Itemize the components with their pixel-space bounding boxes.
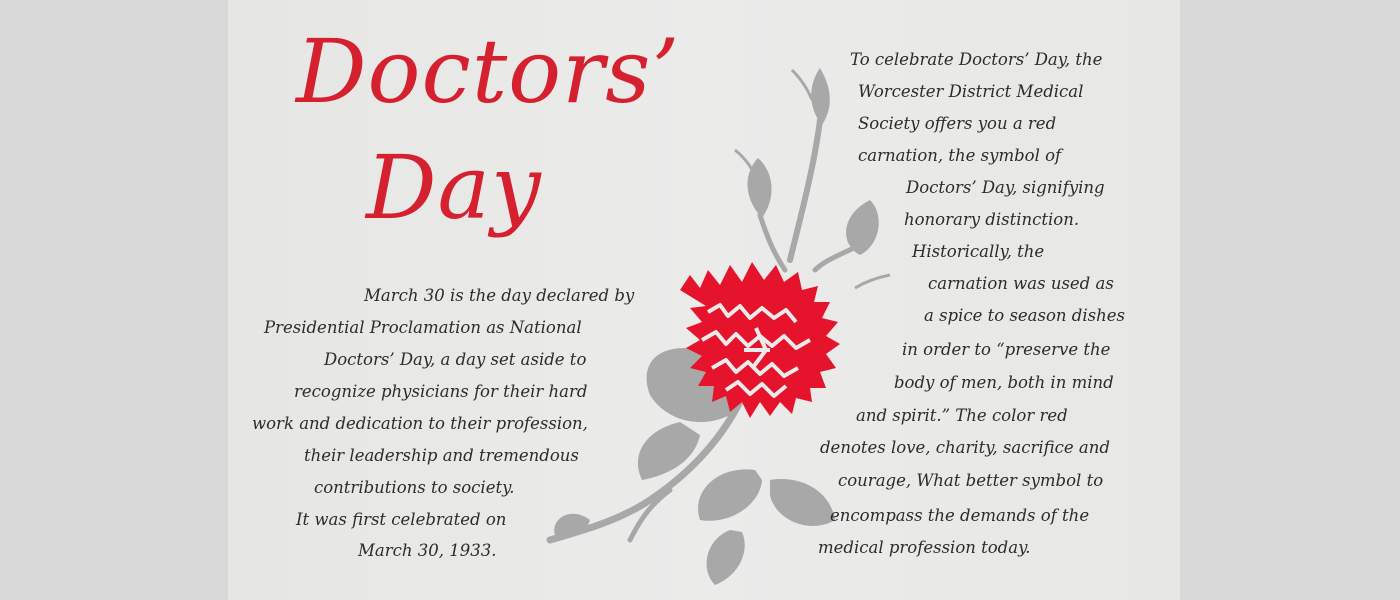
left-text-line: March 30 is the day declared by bbox=[364, 286, 635, 305]
left-text-line: March 30, 1933. bbox=[358, 541, 497, 560]
right-text-line: Society offers you a red bbox=[858, 114, 1057, 133]
left-text-line: contributions to society. bbox=[314, 478, 515, 497]
left-text-line: recognize physicians for their hard bbox=[294, 382, 588, 401]
left-text-line: Presidential Proclamation as National bbox=[264, 318, 582, 337]
right-text-line: To celebrate Doctors’ Day, the bbox=[850, 50, 1103, 69]
page-title-line-2: Day bbox=[366, 136, 542, 239]
left-text-line: their leadership and tremendous bbox=[304, 446, 579, 465]
right-text-line: body of men, both in mind bbox=[894, 373, 1114, 392]
right-text-line: medical profession today. bbox=[818, 538, 1031, 557]
right-text-line: Doctors’ Day, signifying bbox=[906, 178, 1105, 197]
right-text-line: in order to “preserve the bbox=[902, 340, 1111, 359]
left-text-line: Doctors’ Day, a day set aside to bbox=[324, 350, 587, 369]
left-text-line: work and dedication to their profession, bbox=[252, 414, 588, 433]
left-text-line: It was first celebrated on bbox=[296, 510, 507, 529]
right-text-line: Worcester District Medical bbox=[858, 82, 1084, 101]
right-text-line: carnation, the symbol of bbox=[858, 146, 1062, 165]
right-text-line: Historically, the bbox=[912, 242, 1045, 261]
right-text-line: honorary distinction. bbox=[904, 210, 1080, 229]
right-text-line: denotes love, charity, sacrifice and bbox=[820, 438, 1110, 457]
page-title-line-1: Doctors’ bbox=[296, 20, 681, 123]
right-text-line: courage, What better symbol to bbox=[838, 471, 1104, 490]
right-text-line: a spice to season dishes bbox=[924, 306, 1125, 325]
right-text-line: encompass the demands of the bbox=[830, 506, 1090, 525]
right-text-line: carnation was used as bbox=[928, 274, 1114, 293]
right-text-line: and spirit.” The color red bbox=[856, 406, 1068, 425]
